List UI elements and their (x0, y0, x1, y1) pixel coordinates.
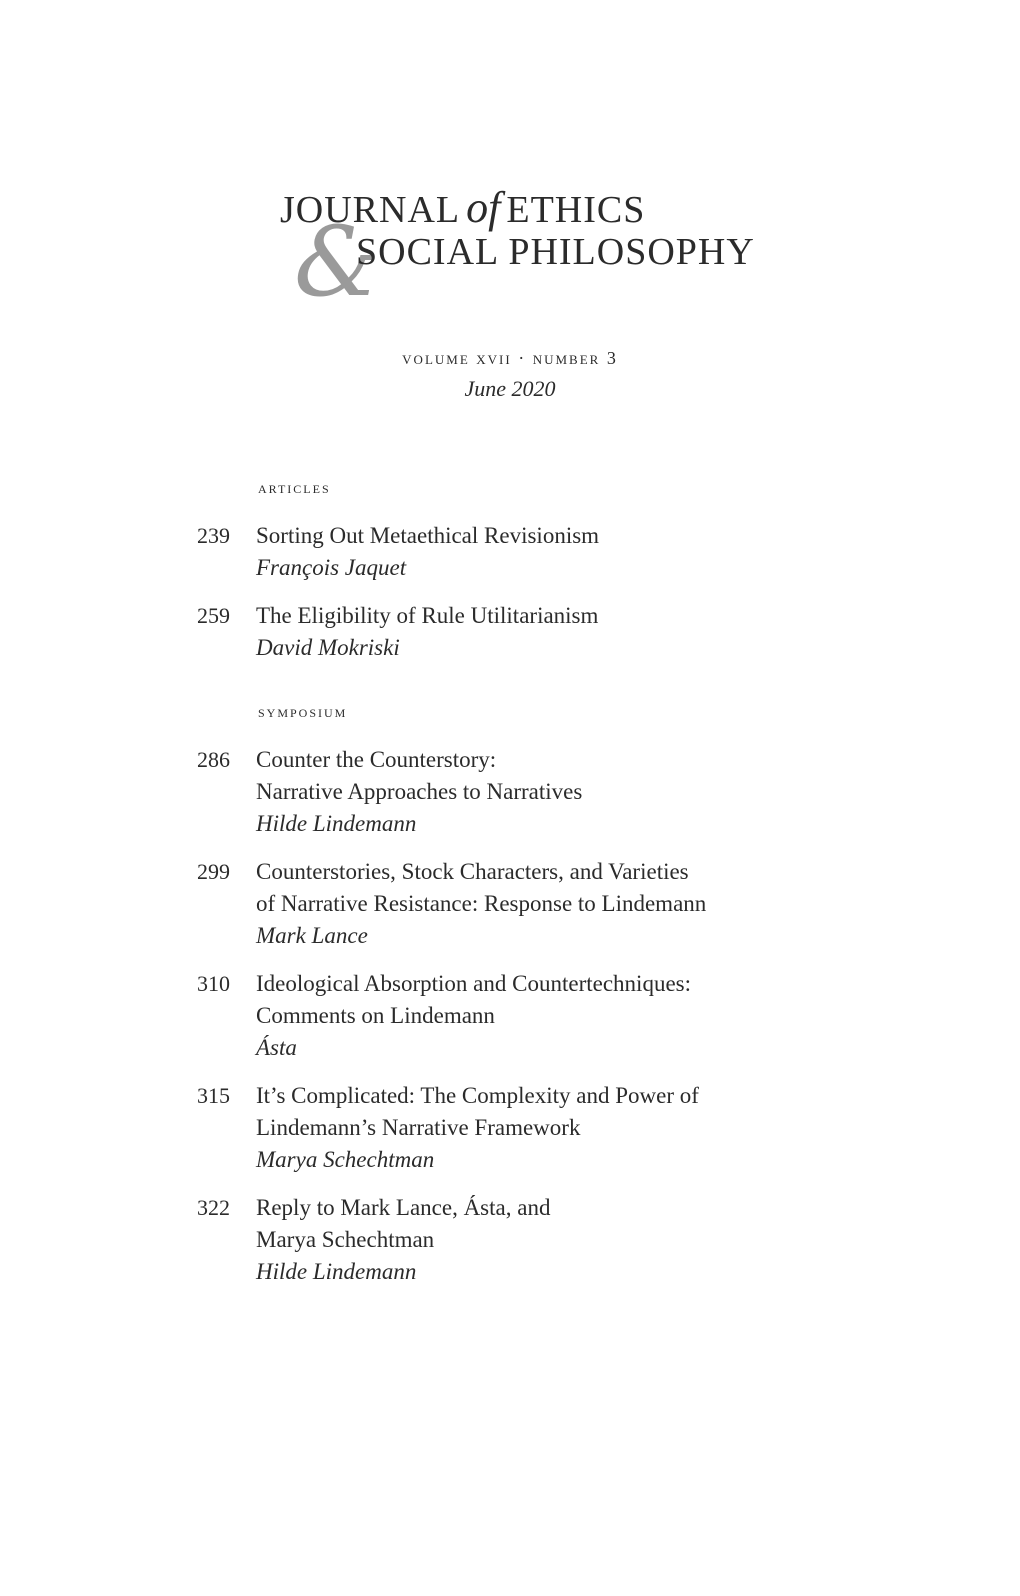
toc-title-line: Reply to Mark Lance, Ásta, and (256, 1195, 551, 1220)
toc-page-number: 286 (197, 747, 230, 772)
toc-author: François Jaquet (256, 555, 407, 580)
masthead-word-of: of (466, 183, 501, 232)
journal-masthead (0, 0, 1020, 320)
toc-entry-body (256, 1192, 776, 1288)
toc-page-number: 239 (197, 523, 230, 548)
toc-title-line: The Eligibility of Rule Utilitarianism (256, 603, 599, 628)
toc-title-line: Ideological Absorption and Countertechniques: (256, 971, 691, 996)
toc-author: Hilde Lindemann (256, 811, 417, 836)
masthead-line-2: SOCIAL PHILOSOPHY (356, 231, 755, 273)
toc-title-line: Marya Schechtman (256, 1227, 435, 1252)
toc-author: Mark Lance (256, 923, 368, 948)
toc-title-line: Sorting Out Metaethical Revisionism (256, 523, 600, 548)
toc-title-line: Counterstories, Stock Characters, and Varieties (256, 859, 689, 884)
toc-entry-body (256, 1080, 776, 1176)
volume-number-text: volume xvii · number 3 (402, 348, 618, 368)
toc-page-number: 322 (197, 1195, 230, 1220)
toc-title-line: of Narrative Resistance: Response to Lindemann (256, 891, 707, 916)
volume-number (0, 348, 1020, 369)
toc-author: Hilde Lindemann (256, 1259, 417, 1284)
toc-title-line: Comments on Lindemann (256, 1003, 495, 1028)
toc-page-number: 299 (197, 859, 230, 884)
toc-title-line: Counter the Counterstory: (256, 747, 497, 772)
issue-date: June 2020 (464, 376, 556, 401)
toc-author: Ásta (256, 1035, 297, 1060)
toc-page-number: 315 (197, 1083, 230, 1108)
masthead-word-ethics: ETHICS (506, 189, 646, 231)
toc-author: David Mokriski (256, 635, 400, 660)
masthead-ampersand: & (294, 206, 380, 318)
toc-page-number: 259 (197, 603, 230, 628)
toc-entry-body (256, 856, 776, 952)
toc-entry-body (256, 600, 776, 664)
toc-title-line: It’s Complicated: The Complexity and Power of (256, 1083, 699, 1108)
toc-entry-body (256, 968, 776, 1064)
toc-entry-body (256, 520, 776, 584)
masthead-word-journal: JOURNAL (280, 189, 461, 231)
toc-page-number: 310 (197, 971, 230, 996)
section-heading-articles: articles (258, 478, 331, 497)
toc-title-line: Narrative Approaches to Narratives (256, 779, 583, 804)
toc-author: Marya Schechtman (256, 1147, 435, 1172)
section-heading-symposium: symposium (258, 702, 348, 721)
toc-entry-body (256, 744, 776, 840)
toc-title-line: Lindemann’s Narrative Framework (256, 1115, 581, 1140)
